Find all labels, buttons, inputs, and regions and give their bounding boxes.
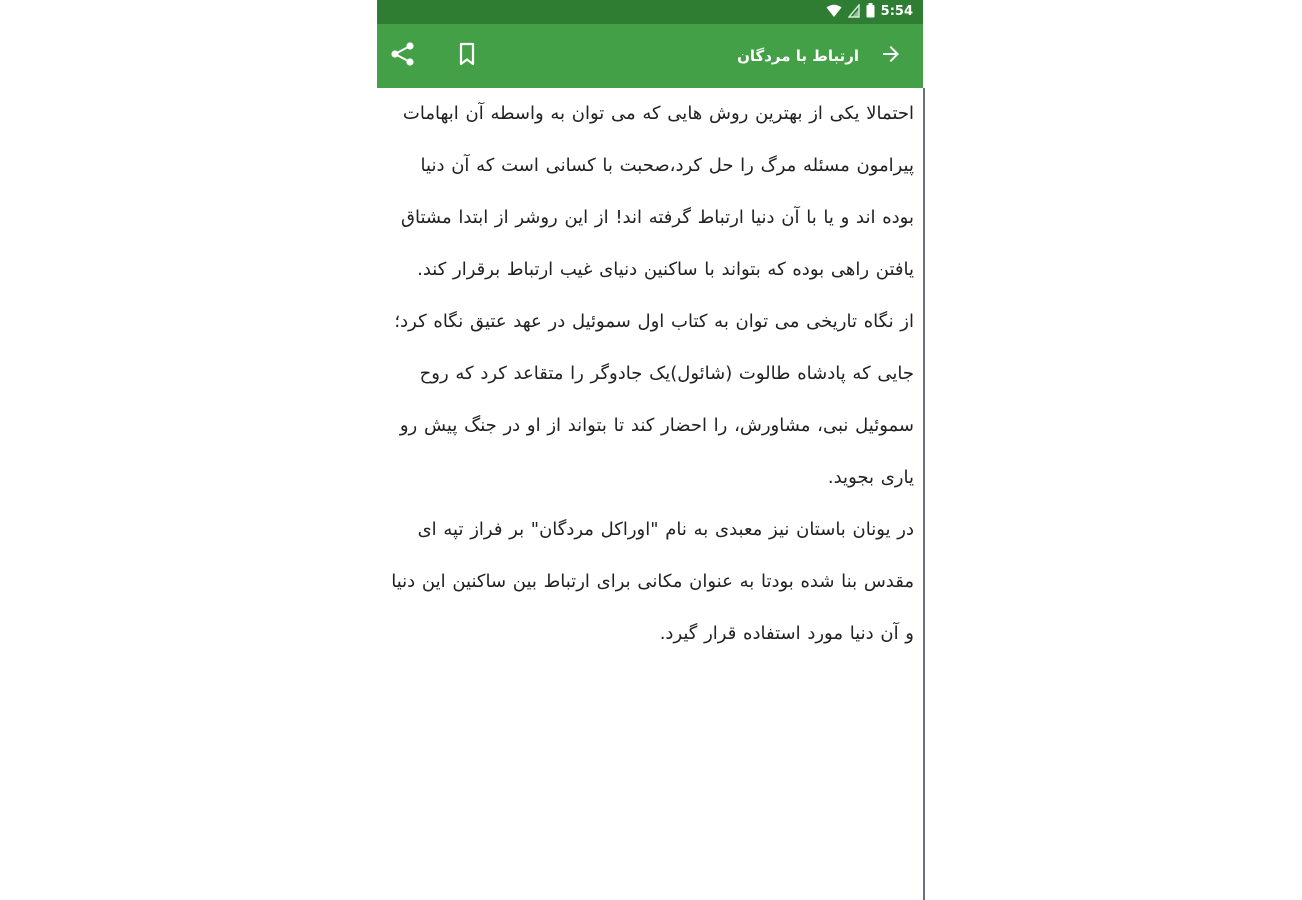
share-icon (390, 41, 416, 71)
article-paragraph-1: احتمالا یکی از بهترین روش هایی که می توان به واسطه آن ابهامات پیرامون مسئله مرگ را حل کرد،صحبت با کسانی است که آن دنیا بوده اند و یا با آن دنیا ارتباط گرفته اند! از این روشر از ابتدا مشتاق یافتن راهی بوده که بتواند با ساکنین دنیای غیب ارتباط برقرار کند. (401, 103, 914, 280)
signal-icon (848, 3, 860, 22)
toolbar-title: ارتباط با مردگان (737, 47, 859, 65)
back-button[interactable] (869, 34, 913, 78)
arrow-right-icon (879, 42, 903, 70)
bookmark-icon (456, 42, 478, 70)
bookmark-button[interactable] (445, 34, 489, 78)
app-toolbar (377, 24, 923, 88)
status-time: 5:54 (880, 4, 913, 19)
battery-icon (866, 3, 875, 22)
screen-edge-divider (923, 88, 925, 900)
phone-screen (377, 0, 923, 900)
status-bar (377, 0, 923, 24)
article-content (383, 88, 914, 888)
article-paragraph-2: از نگاه تاریخی می توان به کتاب اول سموئیل در عهد عتیق نگاه کرد؛ جایی که پادشاه طالوت (شائول)یک جادوگر را متقاعد کرد که روح سموئیل نبی، مشاورش، را احضار کند تا بتواند از او در جنگ پیش رو یاری بجوید. (394, 311, 914, 488)
article-paragraph-3: در یونان باستان نیز معبدی به نام "اوراکل مردگان" بر فراز تپه ای مقدس بنا شده بودتا به عنوان مکانی برای ارتباط بین ساکنین این دنیا و آن دنیا مورد استفاده قرار گیرد. (391, 519, 914, 644)
status-icons (826, 3, 913, 21)
share-button[interactable] (381, 34, 425, 78)
wifi-icon (826, 3, 842, 22)
